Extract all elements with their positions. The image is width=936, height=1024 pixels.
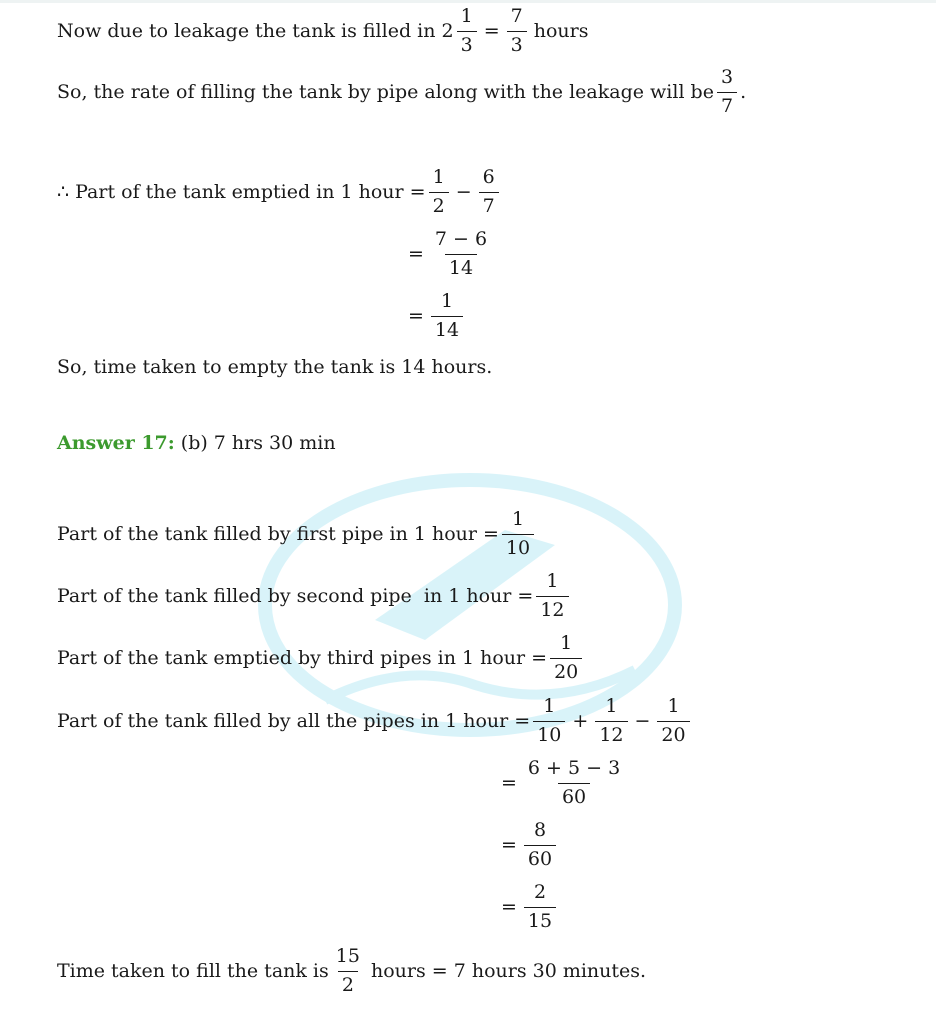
empty-time-line	[57, 356, 492, 378]
final-text: Time taken to fill the tank is	[57, 960, 329, 983]
rate-text: So, the rate of filling the tank by pipe along with the leakage will be	[57, 81, 714, 104]
emptied-part-line	[57, 167, 502, 218]
fraction: $\frac{7}{3}$	[507, 6, 527, 57]
hours-text: hours	[533, 20, 589, 43]
final-result-text: hours = 7 hours 30 minutes.	[370, 960, 647, 983]
first-pipe-text: Part of the tank filled by first pipe in 1 hour =	[57, 523, 499, 546]
second-pipe-text: Part of the tank filled by second pipe in 1 hour =	[57, 585, 534, 608]
fraction: $\frac{1}{20}$	[657, 696, 689, 747]
fraction: $\frac{3}{7}$	[717, 67, 737, 118]
equals-sign: =	[501, 834, 517, 857]
all-pipes-text: Part of the tank filled by all the pipes in 1 hour =	[57, 710, 531, 733]
leakage-fill-time-line	[57, 6, 588, 57]
calc-step-line	[404, 291, 466, 342]
fraction: $\frac{1}{12}$	[536, 571, 568, 622]
third-pipe-line	[57, 633, 585, 684]
equals-sign: =	[501, 896, 517, 919]
calc-step-line	[497, 758, 627, 809]
fraction: $\frac{1}{20}$	[550, 633, 582, 684]
fraction: $\frac{6}{7}$	[479, 167, 499, 218]
fraction: $\frac{1}{10}$	[533, 696, 565, 747]
third-pipe-text: Part of the tank emptied by third pipes in 1 hour =	[57, 647, 548, 670]
fraction: $\frac{7 - 6}{14}$	[434, 228, 488, 279]
answer-label: Answer 17:	[57, 432, 175, 454]
equals-sign: =	[408, 243, 424, 266]
minus-sign: −	[455, 181, 472, 204]
equals-sign: =	[501, 772, 517, 795]
fraction: $\frac{6 + 5 - 3}{60}$	[527, 757, 621, 808]
fraction: $\frac{8}{60}$	[524, 820, 556, 871]
answer-17-heading	[57, 432, 336, 454]
rate-line	[57, 67, 746, 118]
emptied-text: ∴ Part of the tank emptied in 1 hour =	[57, 181, 426, 204]
fraction: $\frac{1}{14}$	[431, 291, 463, 342]
final-answer-line	[57, 946, 646, 997]
leakage-text: Now due to leakage the tank is filled in 2	[57, 20, 454, 43]
top-divider	[0, 0, 936, 3]
fraction: $\frac{1}{2}$	[429, 167, 449, 218]
fraction: $\frac{1}{12}$	[595, 696, 627, 747]
plus-sign: +	[572, 710, 589, 733]
all-pipes-line	[57, 696, 693, 747]
first-pipe-line	[57, 509, 537, 560]
equals-sign: =	[408, 305, 424, 328]
empty-time-text: So, time taken to empty the tank is 14 hours.	[57, 356, 493, 378]
calc-step-line	[497, 882, 559, 933]
fraction: $\frac{1}{10}$	[502, 509, 534, 560]
equals-sign: =	[483, 20, 500, 43]
second-pipe-line	[57, 571, 572, 622]
calc-step-line	[497, 820, 559, 871]
fraction: $\frac{2}{15}$	[524, 882, 556, 933]
fraction: $\frac{15}{2}$	[335, 945, 360, 996]
answer-text: (b) 7 hrs 30 min	[180, 432, 336, 454]
calc-step-line	[404, 229, 494, 280]
period: .	[740, 81, 747, 104]
fraction: $\frac{1}{3}$	[457, 6, 477, 57]
minus-sign: −	[634, 710, 651, 733]
